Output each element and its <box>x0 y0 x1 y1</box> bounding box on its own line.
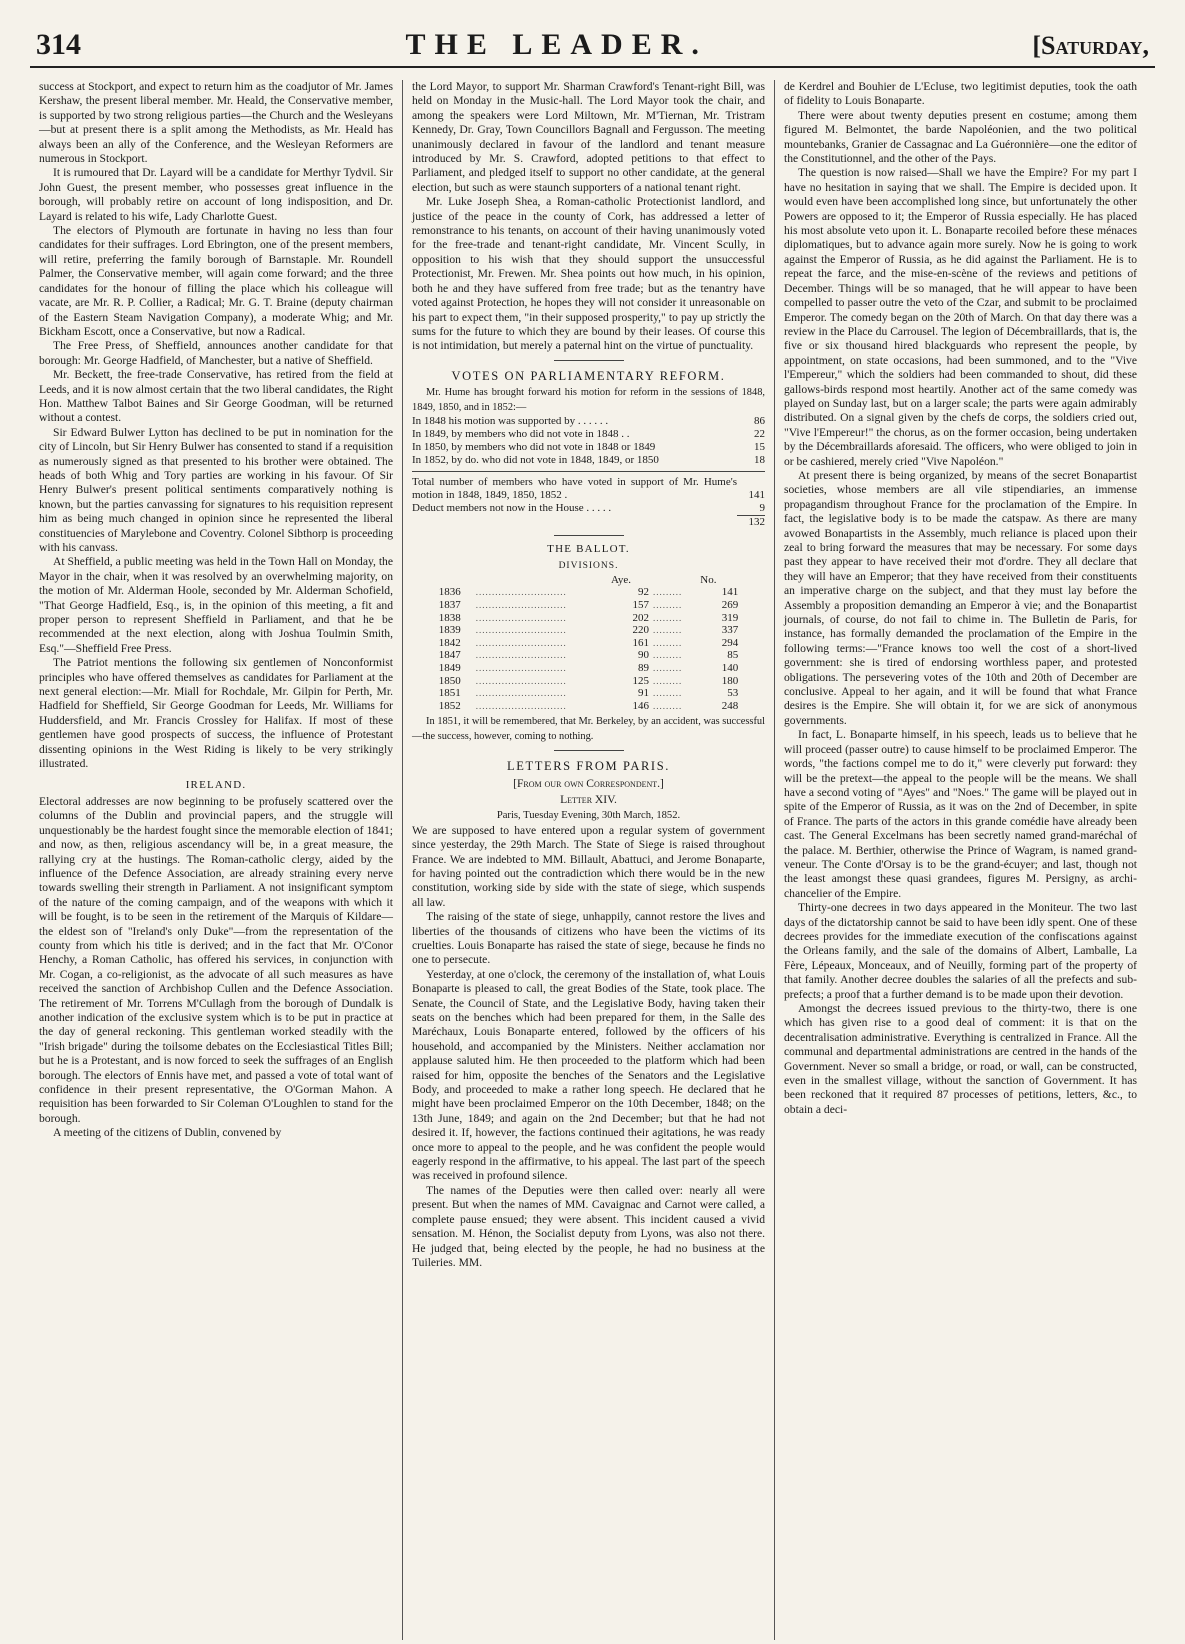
ballot-year: 1842 <box>438 636 461 649</box>
table-row <box>412 502 765 516</box>
table-row: 1836 ............................ 92 ......... 141 <box>438 586 739 599</box>
ballot-year: 1852 <box>438 699 461 712</box>
divider <box>554 750 624 751</box>
votes-label: In 1849, by members who did not vote in 1848 . . <box>412 427 630 440</box>
table-row: 1837 ............................ 157 ......... 269 <box>438 598 739 611</box>
paragraph: The electors of Plymouth are fortunate in having no less than four candidates for their suffrages. Lord Ebrington, one of the present members, will retire, preferring the family borough of Barnstaple. Mr. Roundell Palmer, the Conservative member, will again come forward; and the three candidates for the honour of filling the place which his colleague will vacate, are Mr. R. P. Collier, a Radical; Mr. G. T. Braine (deputy chairman of the Eastern Steam Navigation Company), a moderate Whig; and Mr. Bickham Escott, once a Conservative, but now a Radical. <box>39 224 393 338</box>
paragraph: Sir Edward Bulwer Lytton has declined to be put in nomination for the city of Lincoln, but Sir Henry Bulwer has consented to stand if a requisition as numerously signed as that presented to his brother were obtained. The heads of both Whig and Tory parties are working in his favour. Of Sir Henry Bulwer's present political sentiments comparatively nothing is known, but the parties canvassing for signatures to his requisition represent him as being much changed in opinion since he represented the liberal constituencies of Marylebone and Coventry. Colonel Sibthorp is proceeding with his canvass. <box>39 425 393 554</box>
ballot-year: 1836 <box>438 586 461 599</box>
paragraph: It is rumoured that Dr. Layard will be a candidate for Merthyr Tydvil. Sir John Guest, the present member, who possesses great influence in the borough, will probably retire on account of long indisposition, and Dr. Layard is related to his wife, Lady Charlotte Guest. <box>39 166 393 223</box>
newspaper-title: THE LEADER. <box>405 28 708 61</box>
votes-deduct-value: 9 <box>759 501 765 514</box>
table-row: 1852 ............................ 146 ......... 248 <box>438 699 739 712</box>
votes-table <box>412 415 765 529</box>
paragraph: There were about twenty deputies present en costume; among them figured M. Belmontet, the barde Napoléonien, and the two political mountebanks, Granier de Cassagnac and La Guéronnière—one the editor of the Constitutionnel, and the other of the Pays. <box>784 108 1137 166</box>
table-row: 1851 ............................ 91 ......... 53 <box>438 687 739 700</box>
ballot-aye: 89 <box>637 661 649 674</box>
ballot-no: 319 <box>721 611 739 624</box>
ballot-no: 85 <box>727 649 739 662</box>
column-3 <box>774 80 1146 1640</box>
table-row <box>412 441 765 454</box>
table-row: 1838 ............................ 202 ......... 319 <box>438 611 739 624</box>
section-heading-ballot: THE BALLOT. <box>547 542 630 555</box>
divider <box>554 535 624 536</box>
table-row <box>412 415 765 428</box>
paragraph: At Sheffield, a public meeting was held in the Town Hall on Monday, the Mayor in the chair, when it was resolved by an overwhelming majority, on the motion of Mr. Alderman Hoole, seconded by Mr. Alderman Schofield, "That George Hadfield, Esq., is, in the opinion of this meeting, a fit and proper person to represent Sheffield in Parliament, and that he be recommended at the next election, along with Joshua Toulmin Smith, Esq."—Sheffield Free Press. <box>39 555 393 655</box>
votes-value: 86 <box>754 414 765 427</box>
section-heading-letters: LETTERS FROM PARIS. <box>507 759 670 774</box>
paragraph: The raising of the state of siege, unhappily, cannot restore the lives and liberties of the thousands of citizens who have been the victims of its cruelties. Louis Bonaparte has raised the state of siege, because he finds no one to persecute. <box>412 910 765 967</box>
page-number: 314 <box>36 28 81 61</box>
issue-day: [Saturday, <box>1032 31 1149 60</box>
column-header-aye: Aye. <box>610 573 632 586</box>
paragraph: The Patriot mentions the following six gentlemen of Nonconformist principles who have offered themselves as candidates for Parliament at the next general election:—Mr. Miall for Rochdale, Mr. Gilpin for Perth, Mr. Hadfield for Sheffield, Sir George Goodman for Leeds, Mr. Williams for Huddersfield, and Mr. Francis Crossley for Halifax. If most of these gentlemen have good prospects of success, the influence of Protestant dissenting opinions in the West Riding is likely to be very strikingly illustrated. <box>39 656 393 771</box>
paragraph: In fact, L. Bonaparte himself, in his speech, leads us to believe that he will proceed (passer outre) to cause himself to be proclaimed Emperor. The words, "the factions compel me to do it," were cleverly put forward: they will be the pretext—the appeal to the people will be the means. We shall have a second voting of "Ayes" and "Noes." The game will be played out in spite of the Emperor of Russia, as it was on the 2nd of December, in spite of France. The parts of the actors in this grande comédie have already been cast. The General Excelmans has been secretly named grand-maréchal of the palace. M. Berthier, otherwise the Prince of Wagram, is named grand-veneur. The Conte d'Orsay is to be the grand-écuyer; and last, though not the least amongst these quasi grandees, figures M. Persigny, as archi-chancelier of the Empire. <box>784 728 1137 900</box>
votes-total-label: Total number of members who have voted in support of Mr. Hume's motion in 1848, 1849, 1850, 1852 . <box>412 475 737 501</box>
column-header-no: No. <box>700 573 717 586</box>
ballot-aye: 220 <box>632 624 649 637</box>
ballot-no: 53 <box>727 687 739 700</box>
table-row <box>412 428 765 441</box>
ballot-year: 1839 <box>438 624 461 637</box>
table-divider-row <box>412 467 765 476</box>
columns <box>30 80 1155 1640</box>
ballot-no: 294 <box>721 636 739 649</box>
paragraph: Thirty-one decrees in two days appeared in the Moniteur. The two last days of the dictatorship cannot be said to have been idly spent. One of these decrees provides for the immediate execution of the confiscations against the Orleans family, and the sale of the domains of Albert, Lamballe, La Fère, Lépeaux, Monceaux, and of Neuilly, forming part of the property of that family. Another decree doubles the salaries of all the prefects and sub-prefects; a proof that a further demand is to be made upon their devotion. <box>784 901 1137 1001</box>
paragraph: The names of the Deputies were then called over: nearly all were present. But when the names of MM. Cavaignac and Carnot were called, a complete pause ensued; they were absent. This incident caused a vivid sensation. M. Hénon, the Socialist deputy from Lyons, was also not there. He judged that, being elected by the people, he had no business at the Tuileries. MM. <box>412 1183 765 1269</box>
ballot-year: 1849 <box>438 661 461 674</box>
ballot-year: 1837 <box>438 598 461 611</box>
masthead <box>30 28 1155 68</box>
paragraph: Mr. Beckett, the free-trade Conservative, has retired from the field at Leeds, and it is now almost certain that the two liberal candidates, the Right Hon. Matthew Talbot Baines and Sir George Goodman, will be returned without a contest. <box>39 368 393 425</box>
section-heading-ireland: IRELAND. <box>185 778 247 791</box>
ballot-year: 1851 <box>438 687 461 700</box>
table-row: 1842 ............................ 161 ......... 294 <box>438 636 739 649</box>
table-row: 1839 ............................ 220 ......... 337 <box>438 624 739 637</box>
ballot-aye: 92 <box>637 586 649 599</box>
paragraph: The Free Press, of Sheffield, announces another candidate for that borough: Mr. George Hadfield, of Manchester, but a native of Sheffield. <box>39 339 393 367</box>
votes-total-value: 141 <box>748 488 765 501</box>
votes-value: 18 <box>754 453 765 466</box>
table-row: 1849 ............................ 89 ......... 140 <box>438 661 739 674</box>
table-row <box>412 476 765 502</box>
paragraph: The question is now raised—Shall we have the Empire? For my part I have no hesitation in saying that we shall. The Empire is decided upon. It would even have been accomplished long since, but unfortunately the other Powers are opposed to it; the Emperor of Russia especially. He has placed his most absolute veto upon it. L. Bonaparte recoiled before these ménaces diplomatiques, but to advance again more surely. Now he is going to work against the Emperor of Russia, as he did against the Parliament. He is to repeat the farce, and the mise-en-scène of the reviews and petitions of December. Things will be so managed, that he will appear to have been compelled to passer outre the veto of the Czar, and submit to be proclaimed Emperor. The comedy began on the 20th of March. On that day there was a review in the Place du Carrousel. The legion of Décembraillards, that is, the five or six thousand hired blackguards who represent the people, by appointment, on state occasions, had been summoned, and to the "Vive l'Empereur," which the soldiers had been commanded to shout, did these gallows-birds respond most heartily. Another act of the same comedy was played on Sunday last, but on a larger scale; the parts were again admirably distributed. On a signal given by the chefs de corps, the soldiers cried out, "Vive l'Empereur!" the chorus, as on the former occasion, being undertaken by the Décembraillards aforesaid. The officers, who were obliged to join in or be cashiered, merely cried "Vive Napoléon." <box>784 166 1137 468</box>
votes-value: 15 <box>754 440 765 453</box>
paragraph: the Lord Mayor, to support Mr. Sharman Crawford's Tenant-right Bill, was held on Monday in the Music-hall. The Lord Mayor took the chair, and among the speakers were Lord Miltown, Mr. M'Tiernan, Mr. Tristram Kennedy, Dr. Gray, Town Councillors Bagnall and Fergusson. The meeting unanimously declared in favour of the landlord and tenant measure introduced by Mr. S. Crawford, adopted petitions to that effect to Parliament, and pledged itself to support no other candidate, at the general election, but such as were staunch supporters of a national tenant right. <box>412 80 765 194</box>
ballot-no: 248 <box>721 699 739 712</box>
ballot-aye: 146 <box>632 699 649 712</box>
ballot-aye: 157 <box>632 598 649 611</box>
letters-subheading: [From our own Correspondent.] <box>513 776 664 790</box>
ballot-year: 1850 <box>438 674 461 687</box>
column-2 <box>402 80 774 1640</box>
paragraph: de Kerdrel and Bouhier de L'Ecluse, two legitimist deputies, took the oath of fidelity to Louis Bonaparte. <box>784 80 1137 108</box>
paragraph: Amongst the decrees issued previous to the thirty-two, there is one which has given rise to a good deal of comment: it is that on the decentralisation administrative. Everything is centralized in France. All the communal and departmental administrations are centred in the hands of the Government. Never so small a bridge, or road, or wall, can be constructed, even in the smallest village, without the sanction of Government. It has been reckoned that it required 87 processes of petitions, letters, &c., to obtain a deci- <box>784 1002 1137 1116</box>
ballot-table <box>437 574 741 713</box>
votes-label: In 1852, by do. who did not vote in 1848, 1849, or 1850 <box>412 453 659 466</box>
votes-value: 22 <box>754 427 765 440</box>
ballot-year: 1847 <box>438 649 461 662</box>
ballot-aye: 125 <box>632 674 649 687</box>
table-header-row <box>437 574 741 587</box>
votes-label: In 1848 his motion was supported by . . . . . . <box>412 414 609 427</box>
ballot-aye: 91 <box>637 687 649 700</box>
section-heading-votes: VOTES ON PARLIAMENTARY REFORM. <box>451 368 726 383</box>
dateline: Paris, Tuesday Evening, 30th March, 1852. <box>496 810 681 822</box>
table-row: 1850 ............................ 125 ......... 180 <box>438 674 739 687</box>
paragraph: Electoral addresses are now beginning to be profusely scattered over the columns of the Dublin and provincial papers, and the struggle will unquestionably be the hardest fought since the memorable election of 1841; and now, as then, religious ascendancy will be, in a great measure, the rallying cry at the hustings. The Roman-catholic clergy, aided by the influence of the Defence Association, are already straining every nerve towards swelling their strength in Parliament. A not insignificant symptom of the nature of the coming campaign, and of the weapons with which it will be fought, is to be seen in the retirement of the Marquis of Kildare—the eldest son of "Ireland's only Duke"—from the representation of the county from which his title is derived; and in the fact that Mr. O'Conor Henchy, a Roman Catholic, has offered his services, in conjunction with Mr. Cogan, a co-religionist, as the advocate of all such measures as have received the sanction of Archbishop Cullen and the Defence Association. The retirement of Mr. Torrens M'Cullagh from the borough of Dundalk is another indication of the exclusive system which is to be put in practice at the day of general reckoning. This gentleman worked steadily with the "Irish brigade" during the toilsome debates on the Ecclesiastical Titles Bill; but he is a Protestant, and is now forced to seek the suffrages of an English borough. The electors of Ennis have met, and passed a vote of total want of confidence in their present representative, the O'Gorman Mahon. A requisition has been forwarded to Sir Coleman O'Loughlen to stand for the borough. <box>39 794 393 1125</box>
ballot-year: 1838 <box>438 611 461 624</box>
table-row <box>412 454 765 467</box>
divider <box>554 360 624 361</box>
votes-label: In 1850, by members who did not vote in 1848 or 1849 <box>412 440 656 453</box>
ballot-no: 141 <box>721 586 739 599</box>
ballot-aye: 161 <box>632 636 649 649</box>
ballot-no: 337 <box>721 624 739 637</box>
paragraph: We are supposed to have entered upon a regular system of government since yesterday, the 29th March. The State of Siege is raised throughout France. We are indebted to MM. Billault, Abattuci, and Jerome Bonaparte, for having pointed out the contradiction which there would be in the new constitution, working side by side with the state of siege, which suspends all law. <box>412 823 765 909</box>
table-row: 1847 ............................ 90 ......... 85 <box>438 649 739 662</box>
votes-intro: Mr. Hume has brought forward his motion for reform in the sessions of 1848, 1849, 1850, and in 1852:— <box>412 387 765 413</box>
ballot-note: In 1851, it will be remembered, that Mr. Berkeley, by an accident, was successful—the success, however, coming to nothing. <box>412 716 765 742</box>
divider <box>412 471 765 472</box>
paragraph: Mr. Luke Joseph Shea, a Roman-catholic Protectionist landlord, and justice of the peace in the county of Cork, has addressed a letter of remonstrance to his tenants, on account of their having unanimously voted for the free-trade and tenant-right candidate, Mr. Vincent Scully, in opposition to his wish that they should support the unsuccessful Protectionist, Mr. Frewen. Mr. Shea points out how much, in his opinion, both he and they have suffered from free trade; but as the tenantry have voted against Protection, he hopes they will not consider it unreasonable on his part to expect them, "in their supposed prosperity," to pay up strictly the sums for the future to which they are bound by their leases. Of course this is not intimidation, but merely a paternal hint on the virtue of punctuality. <box>412 195 765 353</box>
paragraph: Yesterday, at one o'clock, the ceremony of the installation of, what Louis Bonaparte is pleased to call, the great Bodies of the State, took place. The Senate, the Council of State, and the Legislative Body, having taken their seats on the benches which had been prepared for them, in the Salle des Maréchaux, Louis Bonaparte entered, followed by the officers of his household, and accompanied by the Ministers. Neither acclamation nor applause saluted him. He then proceeded to the platform which had been raised for him, opposite the benches of the Senators and the Legislative Body, and proceeded to make a rather long speech. He declared that he might have been proclaimed Emperor on the 10th December, 1848; on the 13th June, 1849; and again on the 2nd December; but that he had not desired it. If, however, the factions continued their agitations, he was ready once more to appeal to the people, and he was confident the people would eagerly respond in the affirmative, to his appeal. The last part of the speech was received in profound silence. <box>412 967 765 1183</box>
ballot-subheading: DIVISIONS. <box>558 561 619 572</box>
paragraph: A meeting of the citizens of Dublin, convened by <box>53 1126 282 1140</box>
ballot-no: 180 <box>721 674 739 687</box>
paragraph: At present there is being organized, by means of the secret Bonapartist societies, whose members are all vile stipendiaries, an immense propagandism throughout France for the proclamation of the Empire. In fact, the legislative body is to be made the catspaw. As there are many avowed Bonapartists in the Assembly, much reliance is placed upon their zeal to bring forward the measures that may be necessary. For some days past they appear to have received their mot d'ordre. They all declare that they will have an Emperor; that they have received from their constituents an imperative charge on the subject, and that they must lay before the Assembly a proposition demanding an Emperor à vie; and the Bonapartist journals, of course, do not fail to chime in. The Bulletin de Paris, for instance, has formally demanded the proclamation of the Empire in the following terms:—"France knows too well the cost of a short-lived government: she is tired of endorsing worthless paper, and protested obligations. The persevering votes of the 10th and 20th of December are conclusive. Appeal to her again, and it will be found that what France desires is the Empire. She will obtain it, for we are sick of anonymous governments. <box>784 468 1137 727</box>
table-row <box>412 515 765 529</box>
ballot-aye: 202 <box>632 611 649 624</box>
votes-deduct-label: Deduct members not now in the House . . . . . <box>412 502 612 515</box>
ballot-no: 140 <box>721 661 739 674</box>
ballot-no: 269 <box>721 598 739 611</box>
column-1 <box>30 80 402 1640</box>
ballot-aye: 90 <box>637 649 649 662</box>
votes-final-value: 132 <box>737 515 765 529</box>
letter-number: Letter XIV. <box>560 792 617 806</box>
paragraph: success at Stockport, and expect to return him as the coadjutor of Mr. James Kershaw, the present liberal member. Mr. Heald, the Conservative member, is supported by two strong religious parties—the Church and the Wesleyans—but at present there is a split among the Methodists, as Mr. Heald has always been an ally of the Conference, and the Wesleyan Reformers are numerous in Stockport. <box>39 80 393 166</box>
